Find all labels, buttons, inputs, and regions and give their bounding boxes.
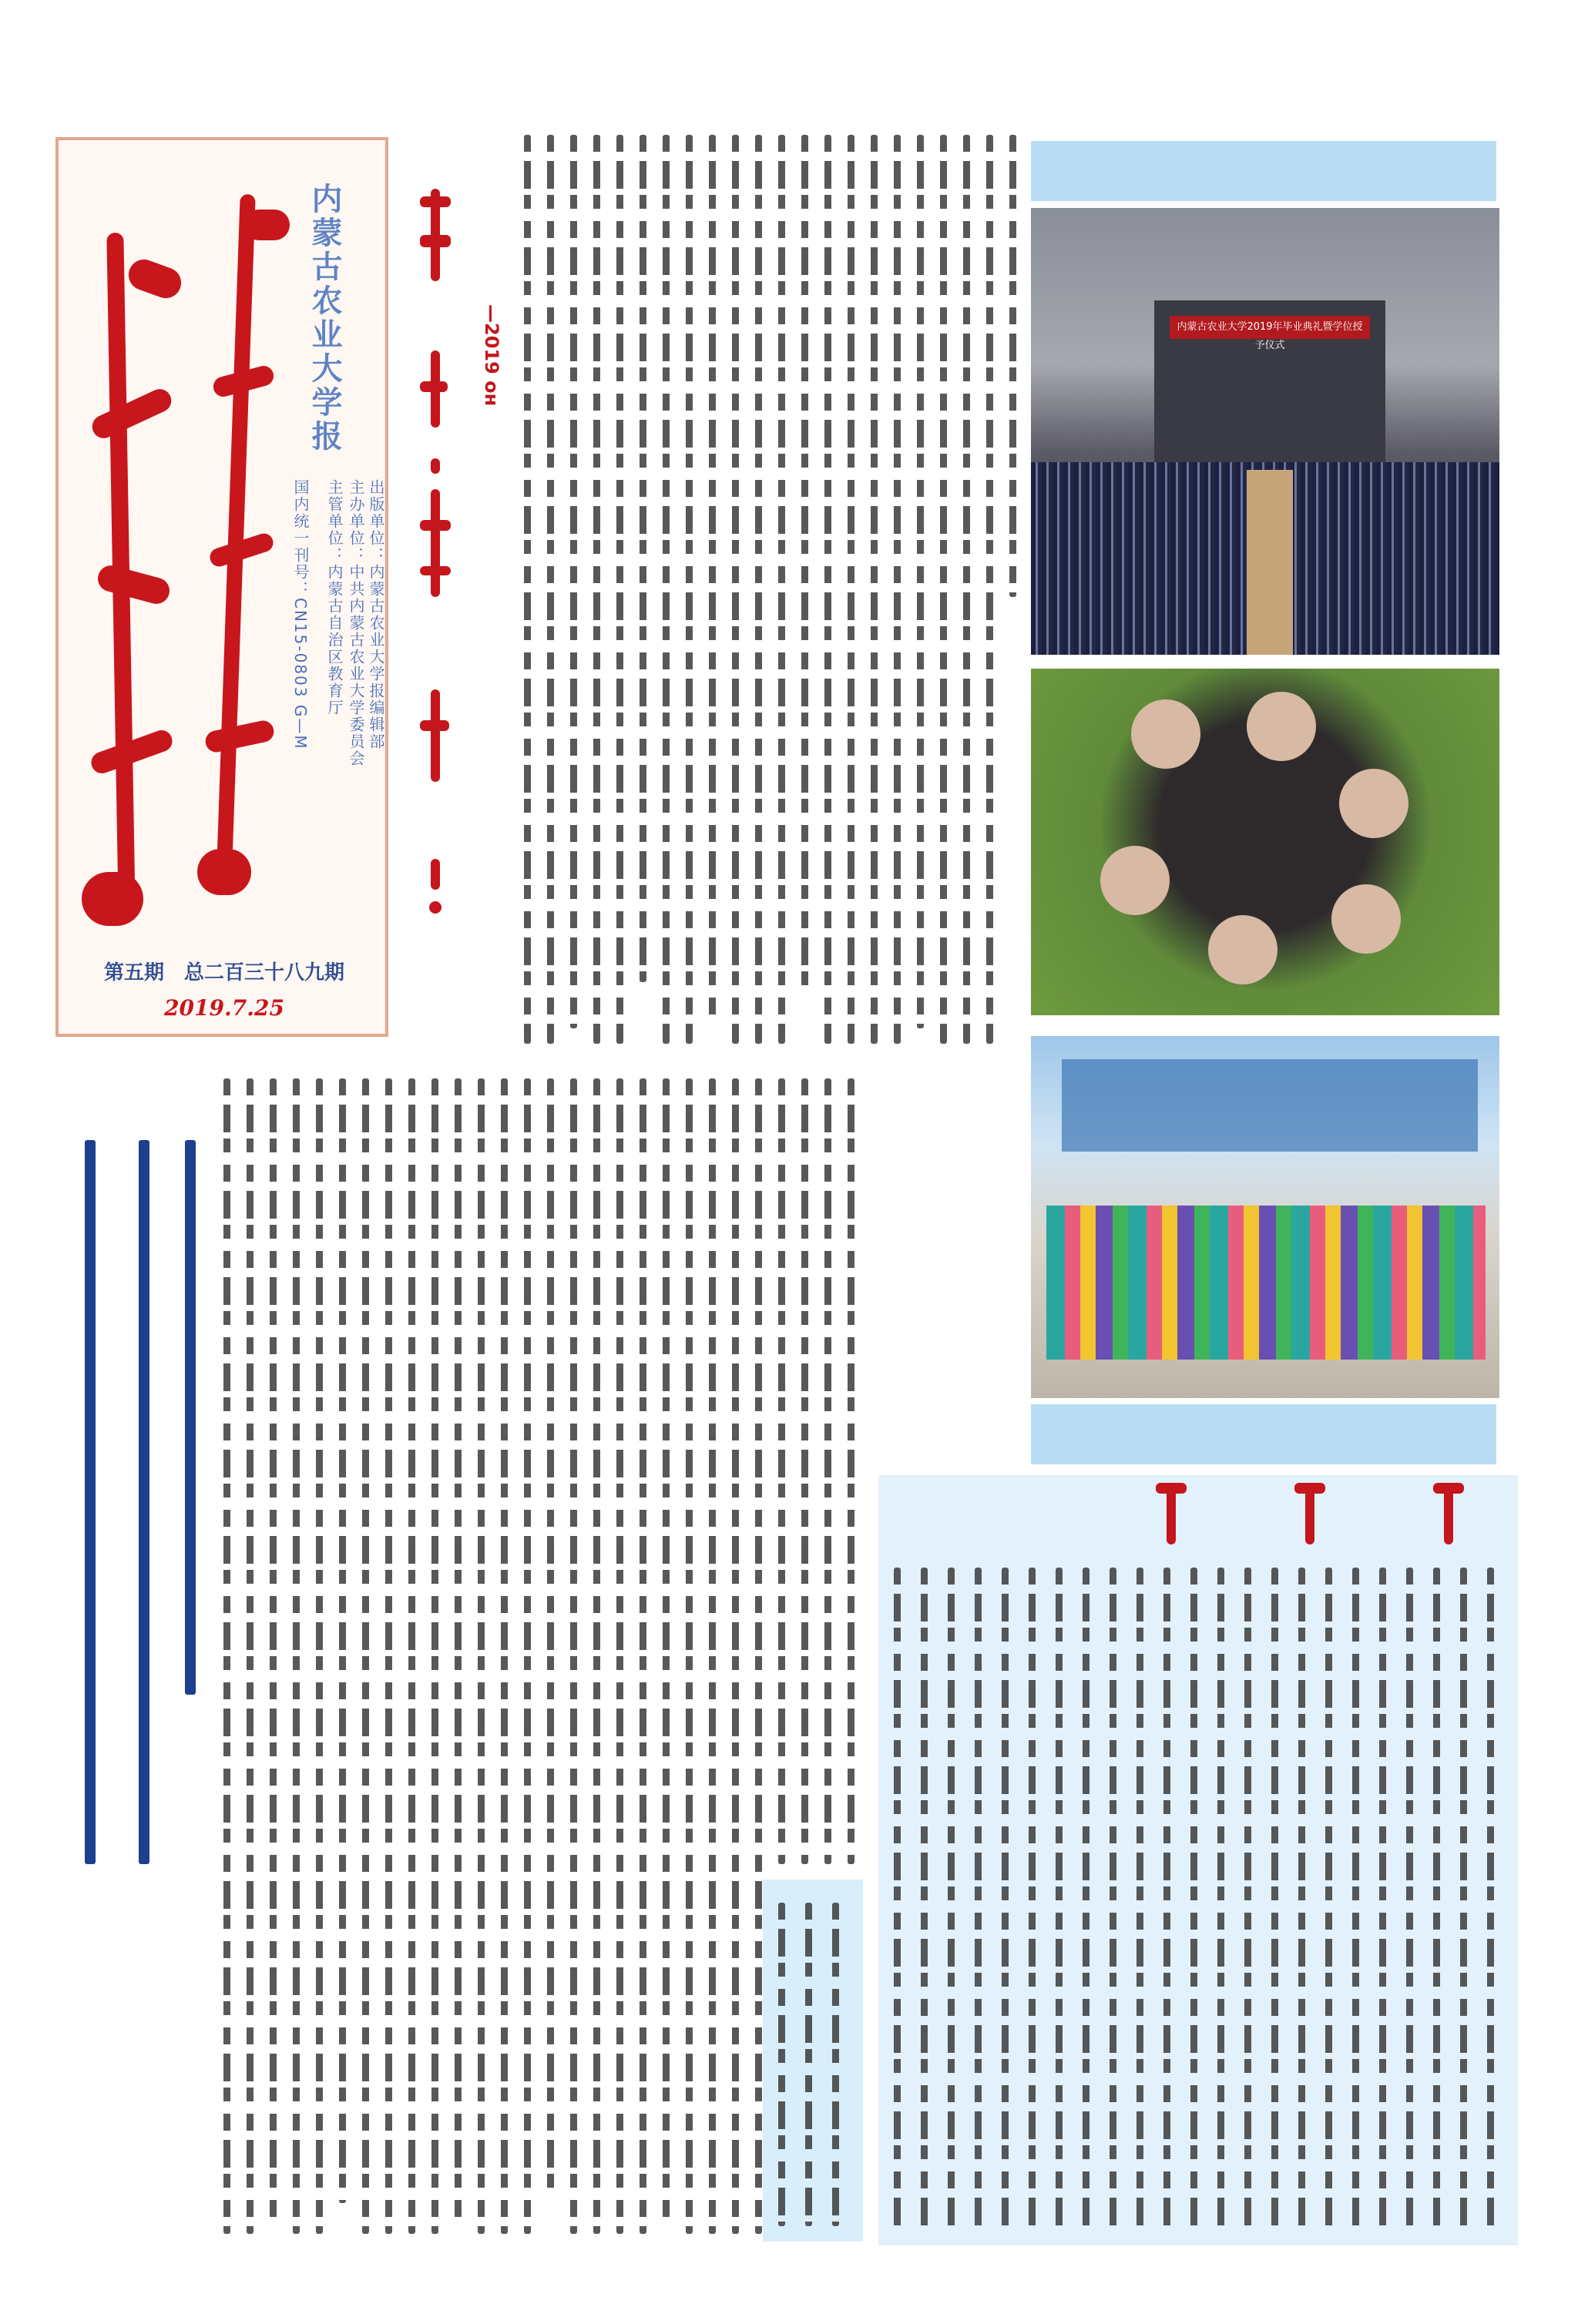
issue-number: 第五期 总二百三十八九期 (103, 961, 344, 984)
news-box-title (1156, 1483, 1479, 1552)
calligraphy-stroke (124, 255, 185, 303)
second-headline (77, 1140, 200, 1910)
calligraphy-stroke (89, 385, 175, 442)
headline-subtitle: —2019 он (481, 304, 502, 407)
photo-bar-bottom (1031, 1404, 1496, 1464)
graduation-hall-photo (1031, 208, 1499, 655)
graduates-lying-photo (1031, 669, 1499, 1015)
sponsor: 主办单位：中共内蒙古农业大学委员会 (347, 479, 365, 767)
news-box (878, 1475, 1518, 2245)
calligraphy-stroke (243, 210, 290, 240)
publication-number: 国内统一刊号：CN15-0803 G—M (291, 479, 310, 750)
issue-date: 2019.7.25 (164, 995, 284, 1021)
photo-bar-top (1031, 141, 1496, 201)
masthead (55, 137, 388, 1037)
headline (420, 181, 451, 921)
stage-banner-text: 内蒙古农业大学2019年毕业典礼暨学位授予仪式 (1177, 321, 1363, 351)
calligraphy-stroke (197, 849, 251, 895)
calligraphy-stroke (203, 719, 276, 754)
supervisor: 主管单位：内蒙古自治区教育厅 (325, 479, 344, 716)
paper-title: 内蒙古农业大学报 (307, 183, 342, 454)
info-box (763, 1880, 863, 2242)
calligraphy-stroke (82, 872, 143, 926)
students-robes-photo (1031, 1036, 1499, 1398)
main-article (524, 135, 1032, 1059)
publisher: 出版单位：内蒙古农业大学报编辑部 (367, 479, 385, 750)
calligraphy-stroke (95, 562, 173, 606)
